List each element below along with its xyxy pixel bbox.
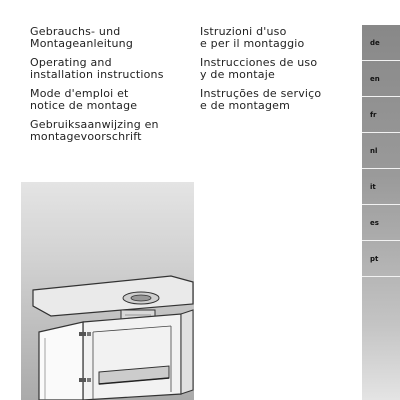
title-pt-line-1: Instruções de serviço xyxy=(200,87,322,100)
title-pt-line-2: e de montagem xyxy=(200,99,291,112)
title-de-line-1: Gebrauchs- und xyxy=(30,25,121,38)
tab-language-es[interactable]: es xyxy=(362,205,400,241)
title-pt xyxy=(200,88,321,112)
hood-cabinet-illustration xyxy=(21,182,194,400)
title-nl-line-1: Gebruiksaanwijzing en xyxy=(30,118,159,131)
title-es-line-2: y de montaje xyxy=(200,68,275,81)
tab-language-de[interactable]: de xyxy=(362,25,400,61)
title-it-line-1: Istruzioni d'uso xyxy=(200,25,287,38)
title-en xyxy=(30,57,164,81)
tab-language-it[interactable]: it xyxy=(362,169,400,205)
title-it xyxy=(200,26,321,50)
title-it-line-2: e per il montaggio xyxy=(200,37,305,50)
title-nl-line-2: montagevoorschrift xyxy=(30,130,142,143)
title-en-line-1: Operating and xyxy=(30,56,112,69)
title-es-line-1: Instrucciones de uso xyxy=(200,56,318,69)
title-fr-line-2: notice de montage xyxy=(30,99,138,112)
language-tab-strip xyxy=(362,25,400,400)
title-de xyxy=(30,26,164,50)
tab-language-nl[interactable]: nl xyxy=(362,133,400,169)
kitchen-hood-cabinet-drawing-icon xyxy=(21,182,194,400)
title-fr-line-1: Mode d'emploi et xyxy=(30,87,129,100)
title-column-right xyxy=(200,26,321,119)
tab-language-pt[interactable]: pt xyxy=(362,241,400,277)
title-de-line-2: Montageanleitung xyxy=(30,37,134,50)
tab-language-en[interactable]: en xyxy=(362,61,400,97)
title-en-line-2: installation instructions xyxy=(30,68,164,81)
title-es xyxy=(200,57,321,81)
title-nl xyxy=(30,119,164,143)
tab-language-fr[interactable]: fr xyxy=(362,97,400,133)
title-fr xyxy=(30,88,164,112)
title-column-left xyxy=(30,26,164,150)
